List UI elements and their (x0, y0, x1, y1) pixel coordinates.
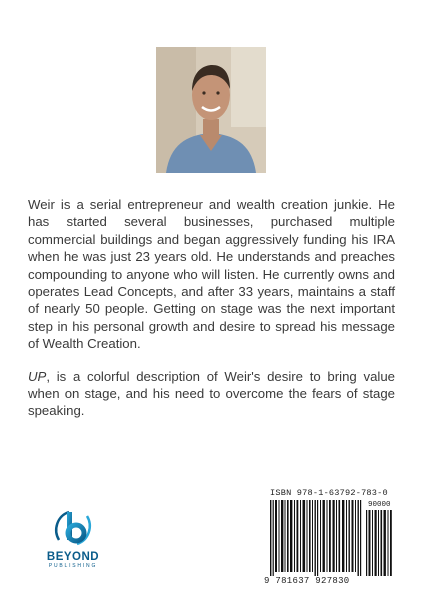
beyond-logo-icon (51, 506, 95, 550)
publisher-logo (28, 506, 118, 576)
bio-paragraph-2-text: , is a colorful description of Weir's desire to bring value when on stage, and his need to overcome the fears of stage speaking. (28, 368, 395, 419)
barcode-digits: 9 781637 927830 (264, 576, 350, 586)
book-title: UP (28, 368, 47, 384)
barcode-icon (270, 500, 395, 578)
bio-paragraph-2 (28, 368, 395, 420)
isbn-text: ISBN 978-1-63792-783-0 (270, 488, 388, 498)
publisher-name: BEYOND (46, 551, 100, 563)
barcode-addon-number: 90000 (368, 501, 391, 509)
publisher-subtitle: PUBLISHING (48, 563, 98, 569)
author-photo (156, 47, 266, 173)
author-bio (28, 196, 395, 435)
bio-paragraph-1: Weir is a serial entrepreneur and wealth creation junkie. He has started several businesses, purchased multiple commercial buildings and began aggressively funding his IRA when he was just 23 years old. He understands and preaches compounding to anyone who will listen. He currently owns and operates Lead Concepts, and after 33 years, maintains a staff of nearly 50 people. Getting on stage was the next important step in his personal growth and desire to spread his message of Wealth Creation. (28, 197, 395, 352)
